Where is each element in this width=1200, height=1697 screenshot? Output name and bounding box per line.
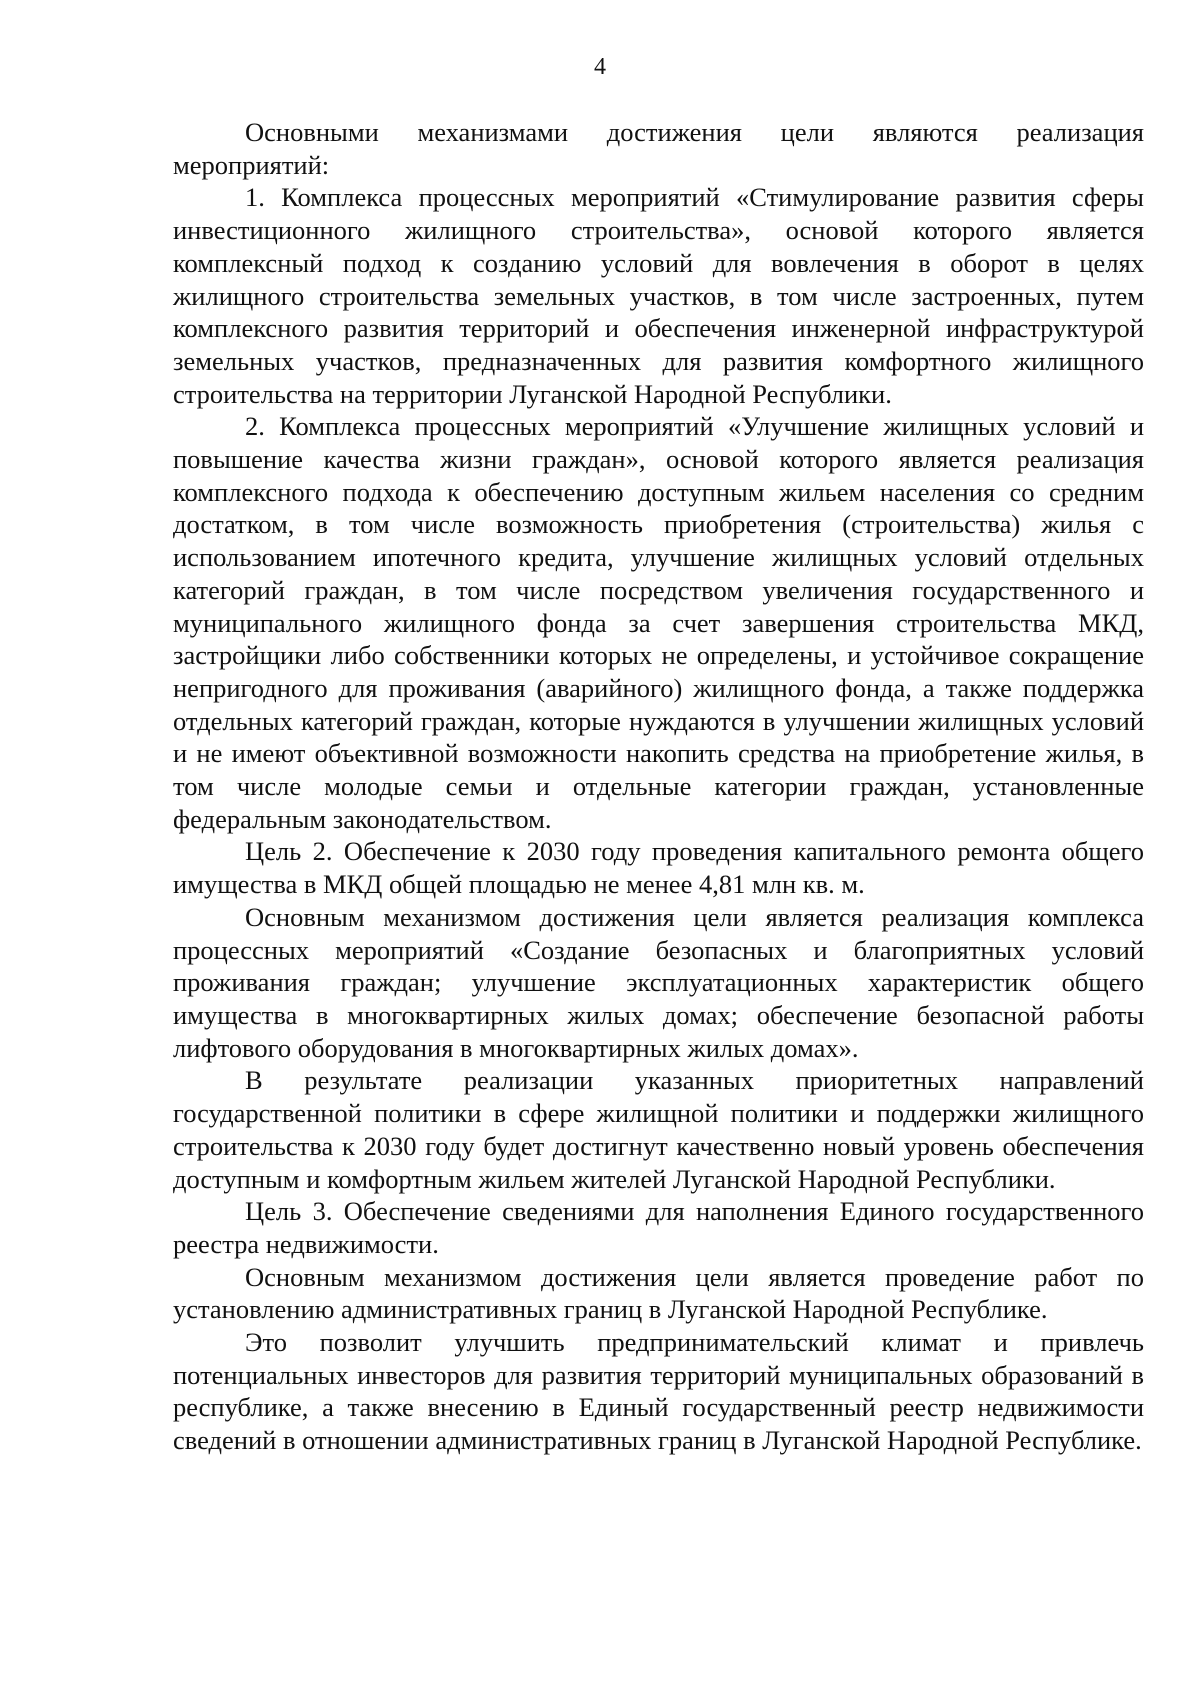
paragraph-item-2: 2. Комплекса процессных мероприятий «Улучшение жилищных условий и повышение качества жизни граждан», основой которого является реализация комплексного подхода к обеспечению доступным жильем населения со средним достатком, в том числе возможность приобретения (строительства) жилья с использованием ипотечного кредита, улучшение жилищных условий отдельных категорий граждан, в том числе посредством увеличения государственного и муниципального жилищного фонда за счет завершения строительства МКД, застройщики либо собственники которых не определены, и устойчивое сокращение непригодного для проживания (аварийного) жилищного фонда, а также поддержка отдельных категорий граждан, которые нуждаются в улучшении жилищных условий и не имеют объективной возможности накопить средства на приобретение жилья, в том числе молодые семьи и отдельные категории граждан, установленные федеральным законодательством. [173, 411, 1144, 834]
paragraph-goal-3: Цель 3. Обеспечение сведениями для наполнения Единого государственного реестра недвижимости. [173, 1196, 1144, 1259]
paragraph-conclusion: Это позволит улучшить предпринимательский климат и привлечь потенциальных инвесторов для развития территорий муниципальных образований в республике, а также внесению в Единый государственный реестр недвижимости сведений в отношении административных границ в Луганской Народной Республике. [173, 1327, 1144, 1456]
paragraph-item-1: 1. Комплекса процессных мероприятий «Стимулирование развития сферы инвестиционного жилищного строительства», основой которого является комплексный подход к созданию условий для вовлечения в оборот в целях жилищного строительства земельных участков, в том числе застроенных, путем комплексного развития территорий и обеспечения инженерной инфраструктурой земельных участков, предназначенных для развития комфортного жилищного строительства на территории Луганской Народной Республики. [173, 182, 1144, 409]
paragraph-goal-3-mechanism: Основным механизмом достижения цели является проведение работ по установлению административных границ в Луганской Народной Республике. [173, 1261, 1144, 1325]
paragraph-goal-2-mechanism: Основным механизмом достижения цели является реализация комплекса процессных мероприятий «Создание безопасных и благоприятных условий проживания граждан; улучшение эксплуатационных характеристик общего имущества в многоквартирных жилых домах; обеспечение безопасной работы лифтового оборудования в многоквартирных жилых домах». [173, 901, 1144, 1063]
paragraph-goal-2: Цель 2. Обеспечение к 2030 году проведения капитального ремонта общего имущества в МКД общей площадью не менее 4,81 млн кв. м. [173, 836, 1144, 900]
page-number: 4 [594, 54, 606, 80]
document-body [173, 116, 1144, 1457]
paragraph-mechanisms-intro: Основными механизмами достижения цели являются реализация мероприятий: [173, 117, 1144, 180]
paragraph-result: В результате реализации указанных приоритетных направлений государственной политики в сфере жилищной политики и поддержки жилищного строительства к 2030 году будет достигнут качественно новый уровень обеспечения доступным и комфортным жильем жителей Луганской Народной Республики. [173, 1065, 1144, 1194]
